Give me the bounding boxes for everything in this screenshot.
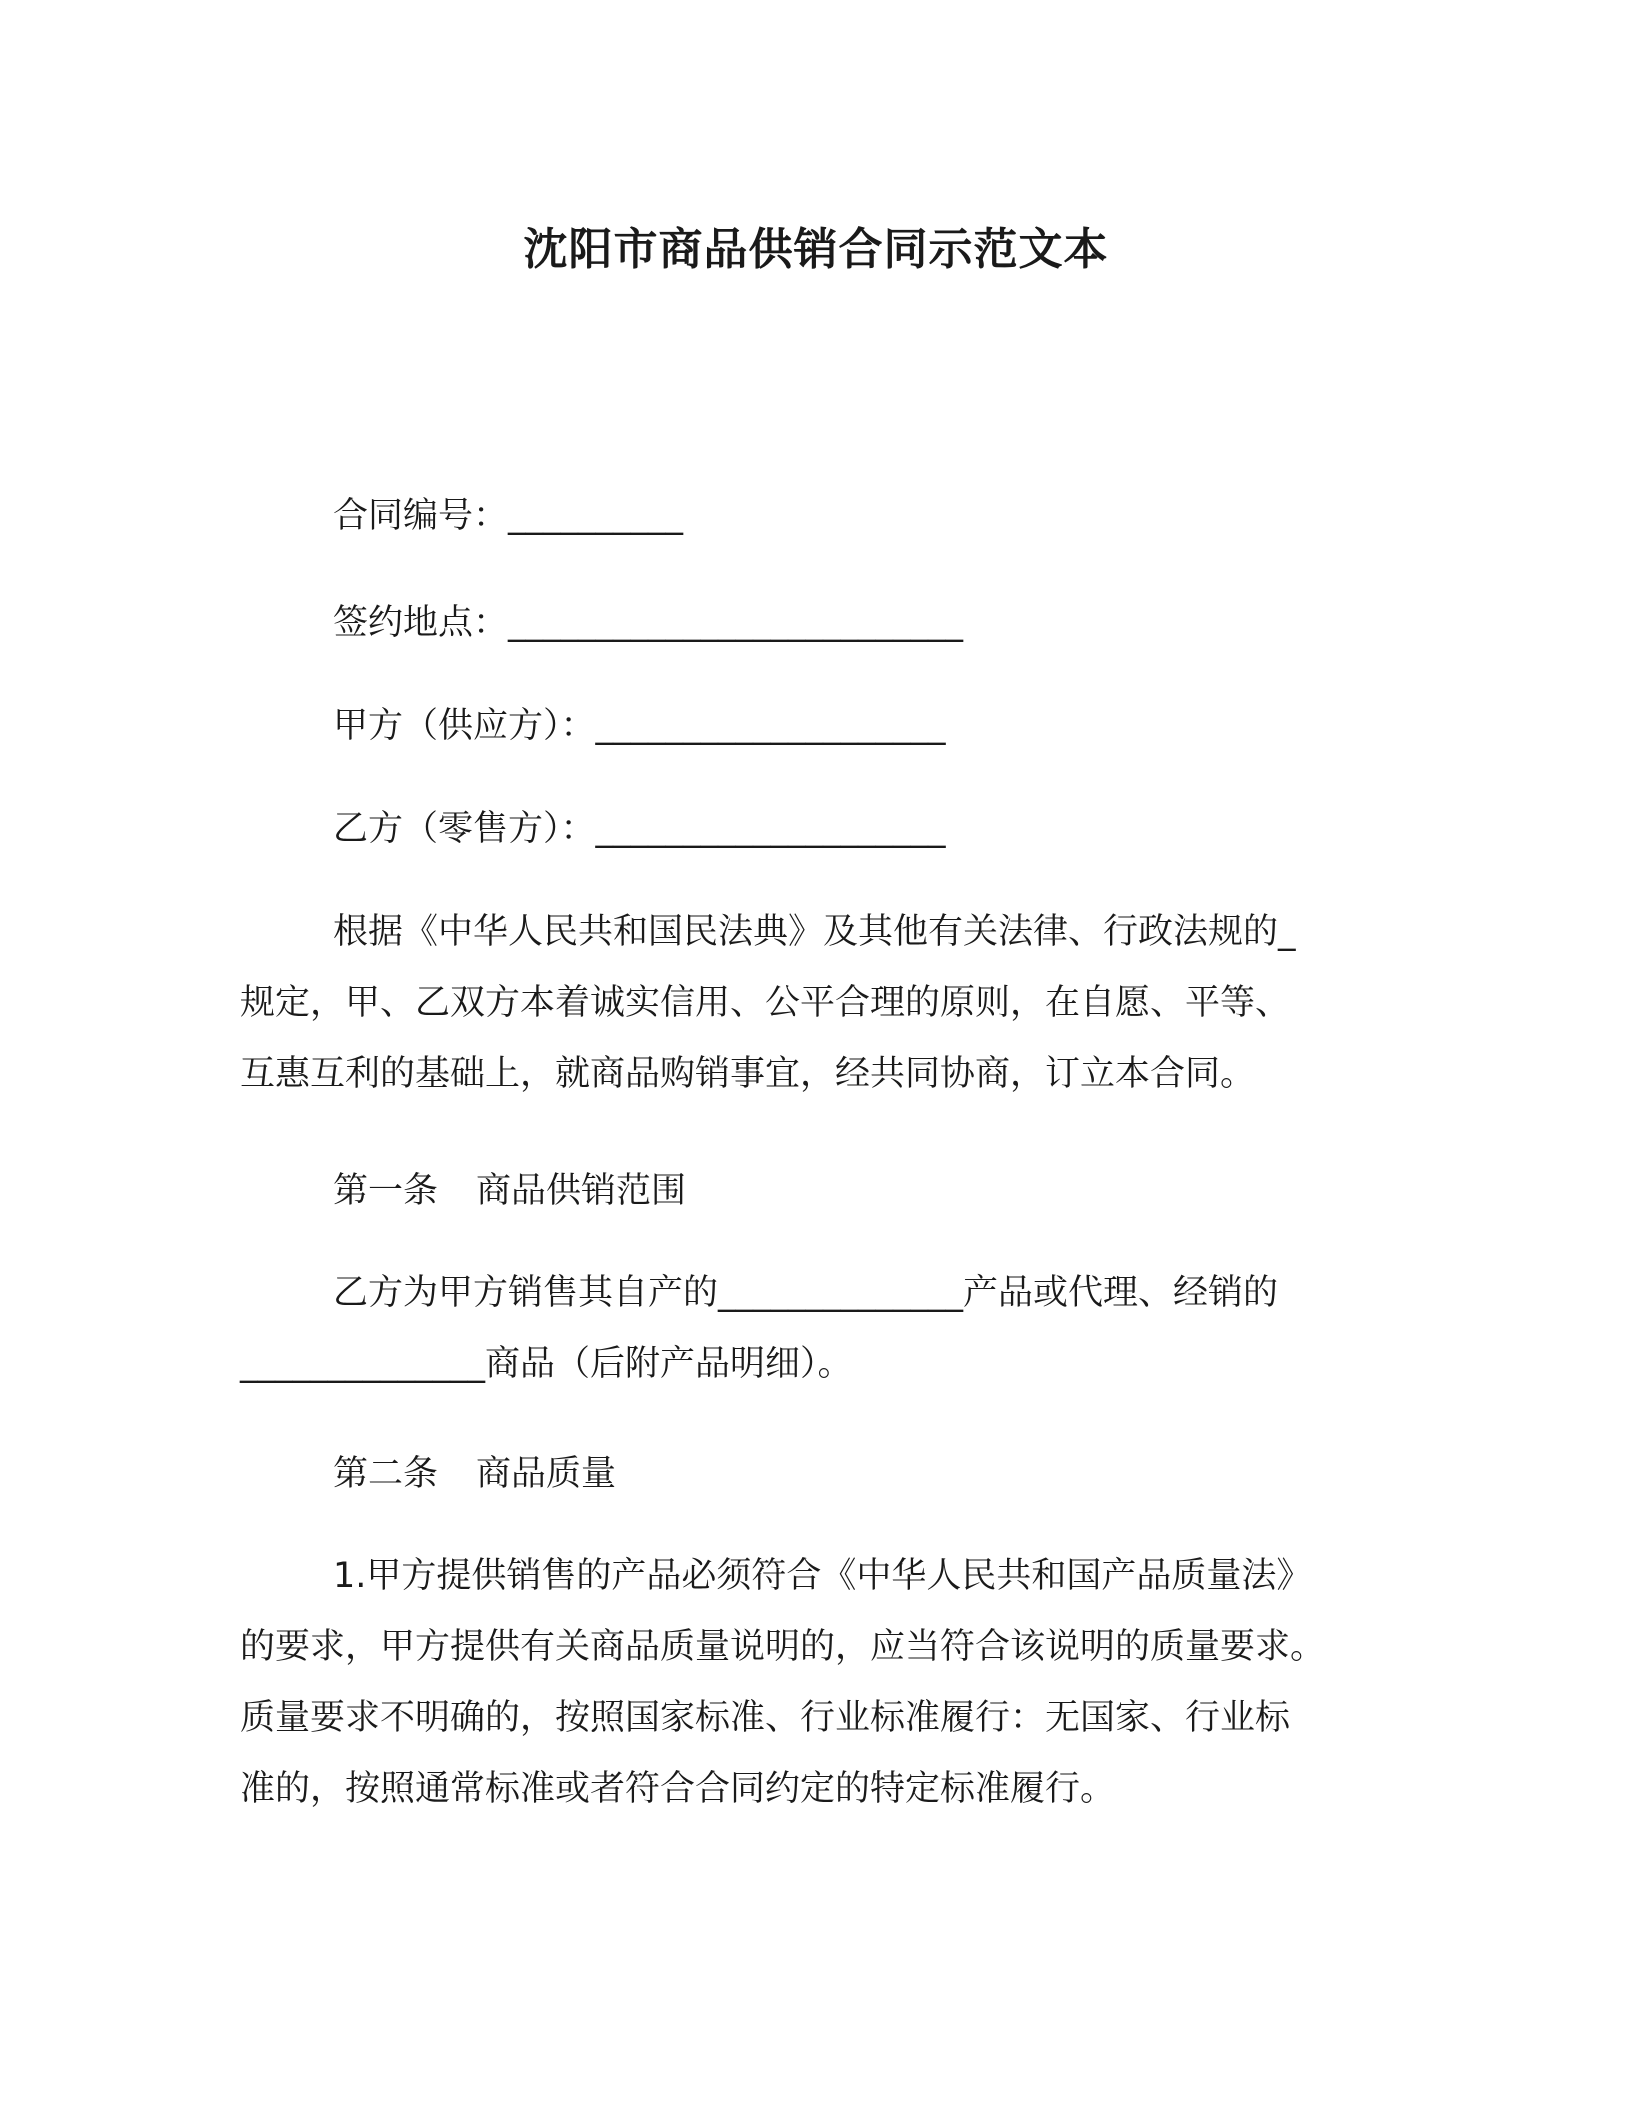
article-1-heading xyxy=(333,1168,686,1214)
article-1-line: 乙方为甲方销售其自产的______________产品或代理、经销的 xyxy=(333,1273,1279,1313)
document-title: 沈阳市商品供销合同示范文本 xyxy=(523,224,1109,275)
preamble-line: 根据《中华人民共和国民法典》及其他有关法律、行政法规的_ xyxy=(333,912,1296,952)
contract-number-field: 合同编号：__________ xyxy=(333,496,684,536)
article-1-line: ______________商品（后附产品明细）。 xyxy=(240,1344,853,1384)
article-1-title: 商品供销范围 xyxy=(476,1171,687,1211)
preamble-line: 规定，甲、乙双方本着诚实信用、公平合理的原则，在自愿、平等、 xyxy=(240,983,1291,1023)
article-1-number: 第一条 xyxy=(333,1171,439,1211)
article-2-line: 1.甲方提供销售的产品必须符合《中华人民共和国产品质量法》 xyxy=(333,1556,1312,1596)
article-2-line: 准的，按照通常标准或者符合合同约定的特定标准履行。 xyxy=(240,1769,1116,1809)
article-2-heading xyxy=(333,1451,616,1497)
article-2-line: 质量要求不明确的，按照国家标准、行业标准履行：无国家、行业标 xyxy=(240,1698,1291,1738)
party-a-field: 甲方（供应方）：____________________ xyxy=(333,706,946,746)
article-2-number: 第二条 xyxy=(333,1454,439,1494)
party-b-field: 乙方（零售方）：____________________ xyxy=(333,809,946,849)
preamble-paragraph xyxy=(240,909,1390,1097)
sign-place-field: 签约地点：__________________________ xyxy=(333,603,964,643)
preamble-line: 互惠互利的基础上，就商品购销事宜，经共同协商，订立本合同。 xyxy=(240,1054,1256,1094)
article-1-paragraph xyxy=(240,1270,1390,1387)
article-2-title: 商品质量 xyxy=(476,1454,617,1494)
article-2-paragraph xyxy=(240,1553,1390,1812)
article-2-line: 的要求，甲方提供有关商品质量说明的，应当符合该说明的质量要求。 xyxy=(240,1627,1326,1667)
